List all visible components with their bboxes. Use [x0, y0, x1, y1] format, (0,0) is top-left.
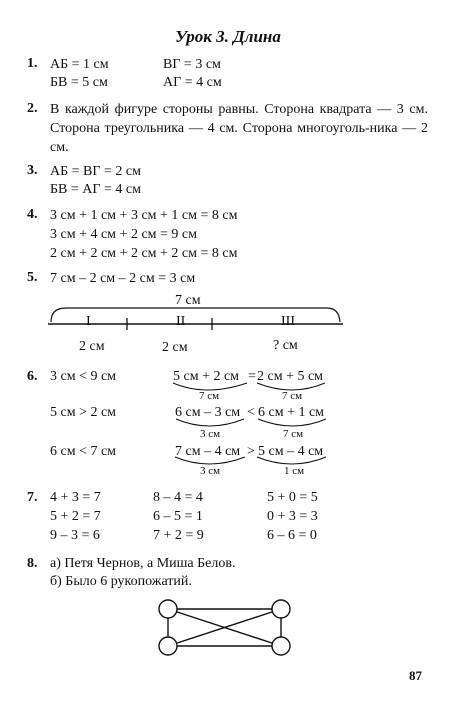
task-6-r1-ub: 7 см — [282, 390, 303, 402]
task-6-r2-ub: 7 см — [283, 428, 304, 440]
page-number: 87 — [409, 668, 422, 683]
task-6-left-2: 5 см > 2 см — [50, 405, 117, 420]
task-6-r2-ua: 3 см — [200, 428, 221, 440]
task-4-number: 4. — [27, 207, 38, 222]
task-7-c1-r1: 4 + 3 = 7 — [50, 490, 101, 505]
task-7-c3-r2: 0 + 3 = 3 — [267, 509, 318, 524]
task-5-segment-2-length: 2 см — [162, 340, 188, 355]
page-title: Урок 3. Длина — [175, 27, 281, 46]
task-7-c1-r3: 9 – 3 = 6 — [50, 528, 100, 543]
task-8-number: 8. — [27, 556, 38, 571]
task-6-left-3: 6 см < 7 см — [50, 444, 117, 459]
task-6-r2-b: 6 см + 1 см — [258, 405, 325, 420]
fig-node-br — [272, 637, 290, 655]
task-6-r1-b: 2 см + 5 см — [257, 369, 324, 384]
task-5-segment-3-label: III — [281, 314, 295, 329]
task-6-r2-a: 6 см – 3 см — [175, 405, 241, 420]
task-7-c3-r3: 6 – 6 = 0 — [267, 528, 317, 543]
fig-node-tr — [272, 600, 290, 618]
task-1-b: ВГ = 3 см — [163, 57, 221, 72]
task-5-brace — [51, 308, 340, 322]
task-7-c2-r2: 6 – 5 = 1 — [153, 509, 203, 524]
task-6-r3-a: 7 см – 4 см — [175, 444, 241, 459]
task-5-segment-3-length: ? см — [273, 338, 298, 353]
task-1-number: 1. — [27, 56, 38, 71]
fig-node-tl — [159, 600, 177, 618]
task-1-c: БВ = 5 см — [50, 75, 108, 90]
task-7-c3-r1: 5 + 0 = 5 — [267, 490, 318, 505]
task-1-a: АБ = 1 см — [50, 57, 109, 72]
task-7-number: 7. — [27, 490, 38, 505]
task-5-segment-1-length: 2 см — [79, 339, 105, 354]
task-2-text: В каждой фигуре стороны равны. Сторона квадрата — 3 см. Сторона треугольника — 4 см. Сторона многоуголь-ника — 2 см. — [50, 102, 428, 155]
task-4-line-1: 3 см + 1 см + 3 см + 1 см = 8 см — [50, 208, 238, 223]
fig-node-bl — [159, 637, 177, 655]
task-5-segment-1-label: I — [86, 314, 91, 329]
task-6-r1-ua: 7 см — [199, 390, 220, 402]
task-7-c2-r1: 8 – 4 = 4 — [153, 490, 203, 505]
task-6-r3-ua: 3 см — [200, 465, 221, 477]
task-3-line-1: АБ = ВГ = 2 см — [50, 164, 141, 179]
task-2-number: 2. — [27, 101, 38, 116]
task-1-d: АГ = 4 см — [163, 75, 222, 90]
task-5-segment-2-label: II — [176, 314, 186, 329]
task-6-r1-a: 5 см + 2 см — [173, 369, 240, 384]
task-7-c1-r2: 5 + 2 = 7 — [50, 509, 101, 524]
task-6-number: 6. — [27, 369, 38, 384]
task-6-r3-op: > — [247, 444, 255, 459]
task-3-line-2: БВ = АГ = 4 см — [50, 182, 141, 197]
task-3-number: 3. — [27, 163, 38, 178]
task-6-left-1: 3 см < 9 см — [50, 369, 117, 384]
task-8-a: а) Петя Чернов, а Миша Белов. — [50, 556, 236, 571]
task-5-expression: 7 см – 2 см – 2 см = 3 см — [50, 271, 196, 286]
task-6-r2-op: < — [247, 405, 255, 420]
task-8-b: б) Было 6 рукопожатий. — [50, 574, 192, 589]
task-6-r3-b: 5 см – 4 см — [258, 444, 324, 459]
task-6-r1-op: = — [248, 369, 256, 384]
task-7-c2-r3: 7 + 2 = 9 — [153, 528, 204, 543]
task-5-number: 5. — [27, 270, 38, 285]
task-4-line-3: 2 см + 2 см + 2 см + 2 см = 8 см — [50, 246, 238, 261]
task-6-r3-ub: 1 см — [284, 465, 305, 477]
task-4-line-2: 3 см + 4 см + 2 см = 9 см — [50, 227, 197, 242]
task-5-total-length: 7 см — [175, 293, 201, 308]
